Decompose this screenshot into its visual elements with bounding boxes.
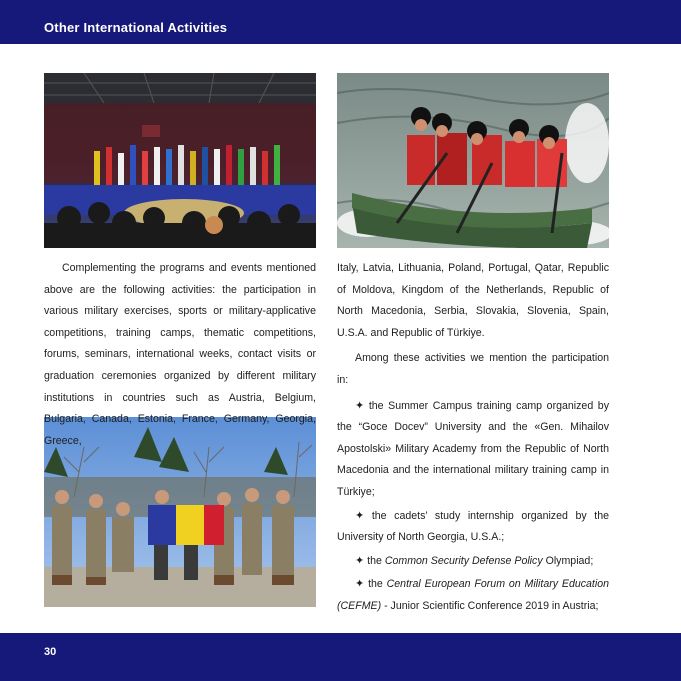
bullet-star-icon: ✦ <box>355 399 365 412</box>
left-text-column <box>44 258 316 452</box>
page-footer <box>0 633 681 681</box>
bullet-item-internship: ✦ the cadets’ study internship organized by the University of North Georgia, U.S.A.; <box>337 509 609 544</box>
activities-intro: Among these activities we mention the participation in: <box>337 352 609 386</box>
bullet-star-icon: ✦ <box>355 509 365 522</box>
bullet-star-icon: ✦ <box>355 554 365 567</box>
section-title: Other International Activities <box>44 20 228 35</box>
page-header <box>0 0 681 44</box>
countries-continuation: Italy, Latvia, Lithuania, Poland, Portugal, Qatar, Republic of Moldova, Kingdom of the Netherlands, Republic of North Macedonia, Serbia, Slovakia, Slovenia, Spain, U.S.A. and Republic of Türkiye. <box>337 262 609 339</box>
bullet-item-summer-campus: ✦ the Summer Campus training camp organized by the “Goce Docev” University and the «Gen. Mihailov Apostolski» Military Academy from the Republic of North Macedonia and the international military training camp in Türkiye; <box>337 399 609 498</box>
ceremony-flags-photo <box>44 73 316 248</box>
bullet-item-cefme: ✦ the Central European Forum on Military Education (CEFME) - Junior Scientific Conference 2019 in Austria; <box>337 578 609 612</box>
right-text-column <box>337 258 609 618</box>
bullet-item-csdp-olympiad: ✦ the Common Security Defense Policy Olympiad; <box>355 554 594 567</box>
bullet-star-icon: ✦ <box>355 578 365 591</box>
rafting-photo <box>337 73 609 248</box>
page-number: 30 <box>44 646 57 658</box>
intro-paragraph: Complementing the programs and events mentioned above are the following activities: the participation in various military exercises, sports or military-applicative competitions, training camps, thematic competitions, forums, seminars, international weeks, contact visits or graduation ceremonies organized by different military institutions in countries such as Austria, Belgium, Bulgaria, Canada, Estonia, France, Germany, Georgia, Greece, <box>44 262 316 447</box>
